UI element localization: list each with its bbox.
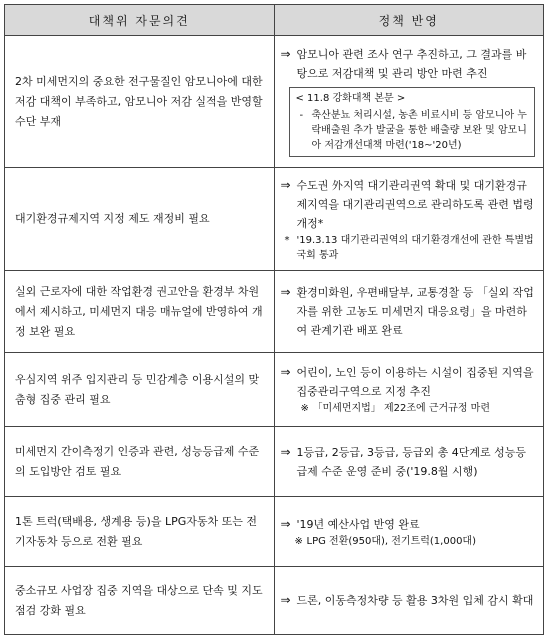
policy-cell [274, 353, 544, 427]
table-row [5, 567, 544, 635]
opinion-cell: 우심지역 위주 입지관리 등 민감계층 이용시설의 맞춤형 집중 관리 필요 [5, 353, 275, 427]
policy-cell [274, 567, 544, 635]
policy-note [281, 401, 536, 416]
note-mark: ※ [300, 403, 309, 414]
header-row [5, 5, 544, 36]
policy-line [281, 363, 536, 401]
policy-text: 환경미화원, 우편배달부, 교통경찰 등 「실외 작업자를 위한 고농도 미세먼지 대응요령」을 마련하여 관계기관 배포 완료 [296, 286, 534, 337]
policy-text: 암모니아 관련 조사 연구 추진하고, 그 결과를 바탕으로 저감대책 및 관리 방안 마련 추진 [296, 47, 527, 80]
policy-text: 수도권 外지역 대기관리권역 확대 및 대기환경규제지역을 대기관리권역으로 관리하도록 관련 법령 개정* [296, 178, 534, 230]
policy-text: '19년 예산사업 반영 완료 [296, 517, 420, 531]
right-arrow-icon: ⇒ [280, 593, 291, 607]
note-mark: ※ [294, 535, 303, 547]
table-row [5, 271, 544, 353]
policy-line [281, 283, 536, 340]
table-row [5, 427, 544, 497]
header-opinion: 대책위 자문의견 [5, 5, 275, 36]
policy-line [281, 591, 536, 610]
right-arrow-icon: ⇒ [280, 177, 291, 192]
policy-text: 드론, 이동측정차량 등 활용 3차원 입체 감시 확대 [296, 594, 534, 607]
opinion-cell: 실외 근로자에 대한 작업환경 권고안을 환경부 차원에서 제시하고, 미세먼지 대응 매뉴얼에 반영하여 개정 보완 필요 [5, 271, 275, 353]
right-arrow-icon: ⇒ [280, 285, 291, 299]
right-arrow-icon: ⇒ [280, 365, 291, 379]
policy-line [281, 45, 536, 83]
policy-line [281, 176, 536, 233]
right-arrow-icon: ⇒ [280, 46, 291, 61]
opinion-cell: 중소규모 사업장 집중 지역을 대상으로 단속 및 지도 점검 강화 필요 [5, 567, 275, 635]
policy-cell [274, 497, 544, 567]
policy-cell [274, 427, 544, 497]
header-policy: 정책 반영 [274, 5, 544, 36]
policy-line [281, 443, 536, 481]
right-arrow-icon: ⇒ [280, 444, 291, 459]
note-text: 「미세먼지법」 제22조에 근거규정 마련 [312, 403, 491, 414]
policy-note [281, 233, 536, 263]
table-row [5, 36, 544, 168]
excerpt-box [289, 87, 536, 157]
excerpt-mark: - [299, 109, 304, 121]
note-text: '19.3.13 대기관리권역의 대기환경개선에 관한 특별법 국회 통과 [296, 234, 534, 261]
right-arrow-icon: ⇒ [280, 516, 291, 531]
policy-cell [274, 36, 544, 168]
excerpt-item [296, 108, 529, 153]
opinion-cell: 2차 미세먼지의 중요한 전구물질인 암모니아에 대한 저감 대책이 부족하고, 암모니아 저감 실적을 반영할 수단 부재 [5, 36, 275, 168]
policy-line [281, 515, 536, 534]
policy-note [281, 534, 536, 549]
policy-text: 1등급, 2등급, 3등급, 등급외 총 4단계로 성능등급제 수준 운영 준비 중('19.8월 시행) [296, 445, 526, 478]
policy-cell [274, 168, 544, 271]
note-mark: * [284, 234, 290, 246]
note-text: LPG 전환(950대), 전기트럭(1,000대) [306, 535, 476, 547]
opinion-cell: 1톤 트럭(택배용, 생계용 등)을 LPG자동차 또는 전기자동차 등으로 전환 필요 [5, 497, 275, 567]
excerpt-text: 축산분뇨 처리시설, 농촌 비료시비 등 암모니아 누락배출원 추가 발굴을 통한 배출량 보완 및 암모니아 저감개선대책 마련('18~'20년) [311, 109, 527, 151]
policy-table [4, 4, 544, 635]
table-row [5, 353, 544, 427]
opinion-cell: 대기환경규제지역 지정 제도 재정비 필요 [5, 168, 275, 271]
policy-cell [274, 271, 544, 353]
opinion-cell: 미세먼지 간이측정기 인증과 관련, 성능등급제 수준의 도입방안 검토 필요 [5, 427, 275, 497]
table-row [5, 497, 544, 567]
table-row [5, 168, 544, 271]
policy-text: 어린이, 노인 등이 이용하는 시설이 집중된 지역을 집중관리구역으로 지정 추진 [296, 366, 534, 398]
excerpt-title: < 11.8 강화대책 본문 > [295, 92, 406, 104]
